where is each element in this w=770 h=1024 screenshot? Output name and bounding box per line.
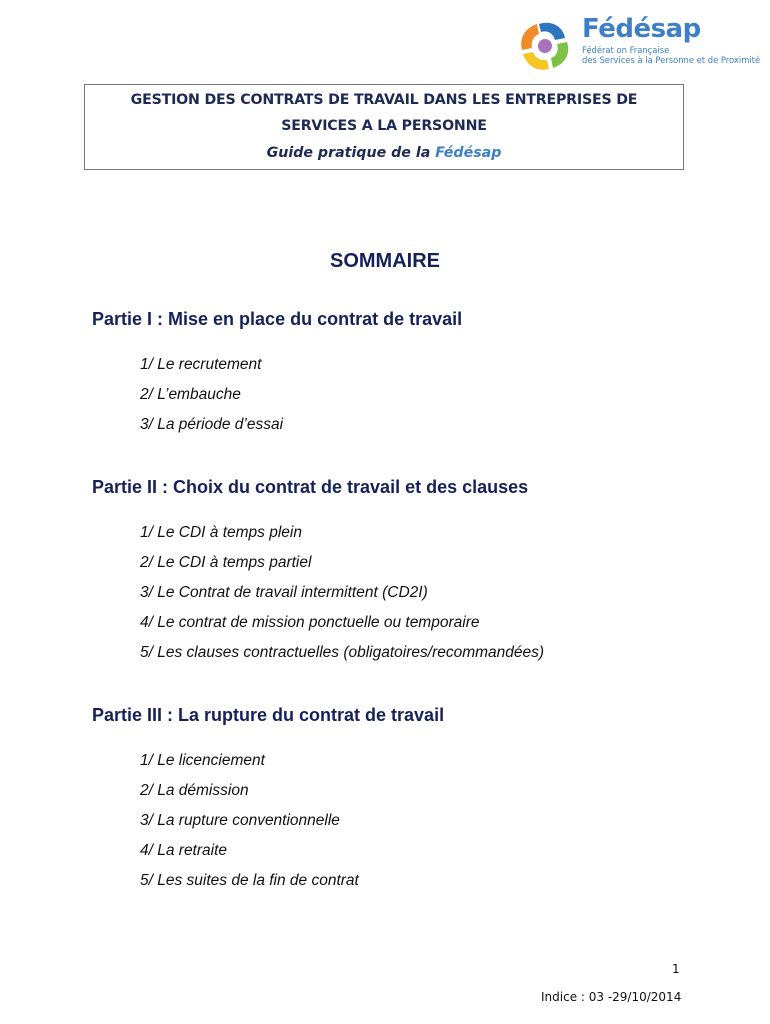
document-title-box <box>84 84 684 170</box>
part-3-item: 3/ La rupture conventionnelle <box>140 812 340 829</box>
part-3-item: 1/ Le licenciement <box>140 752 265 769</box>
subtitle-accent: Fédésap <box>435 145 502 161</box>
logo-tagline-line2: des Services à la Personne et de Proximité <box>582 55 761 65</box>
page-number: 1 <box>672 962 680 976</box>
part-1-item: 2/ L’embauche <box>140 386 241 403</box>
part-2-item: 1/ Le CDI à temps plein <box>140 524 302 541</box>
part-3-title: Partie III : La rupture du contrat de travail <box>92 705 445 725</box>
part-2-item: 3/ Le Contrat de travail intermittent (CD2I) <box>140 584 428 601</box>
fedesap-logo <box>516 14 761 72</box>
fedesap-logo-mark-icon <box>516 18 574 74</box>
part-2-item: 4/ Le contrat de mission ponctuelle ou temporaire <box>140 614 480 631</box>
subtitle-prefix: Guide pratique de la <box>266 145 436 161</box>
part-3-item: 5/ Les suites de la fin de contrat <box>140 872 359 889</box>
part-3-item: 4/ La retraite <box>140 842 228 859</box>
part-1-item: 3/ La période d’essai <box>140 416 284 433</box>
logo-brand-name: Fédésap <box>582 14 701 44</box>
part-2-item: 5/ Les clauses contractuelles (obligatoires/recommandées) <box>140 644 545 661</box>
part-2-title: Partie II : Choix du contrat de travail et des clauses <box>92 477 529 497</box>
part-3-item: 2/ La démission <box>140 782 249 799</box>
part-1-item: 1/ Le recrutement <box>140 356 262 373</box>
logo-tagline <box>582 45 760 65</box>
document-index: Indice : 03 -29/10/2014 <box>541 990 682 1004</box>
logo-tagline-line1: Fédérat on Française <box>582 45 670 55</box>
document-subtitle <box>85 145 683 161</box>
part-2-item: 2/ Le CDI à temps partiel <box>140 554 312 571</box>
document-title-line2: SERVICES A LA PERSONNE <box>281 118 487 134</box>
part-1-title: Partie I : Mise en place du contrat de travail <box>92 309 463 329</box>
document-title-line1: GESTION DES CONTRATS DE TRAVAIL DANS LES ENTREPRISES DE <box>130 92 638 108</box>
sommaire-heading: SOMMAIRE <box>330 250 440 272</box>
